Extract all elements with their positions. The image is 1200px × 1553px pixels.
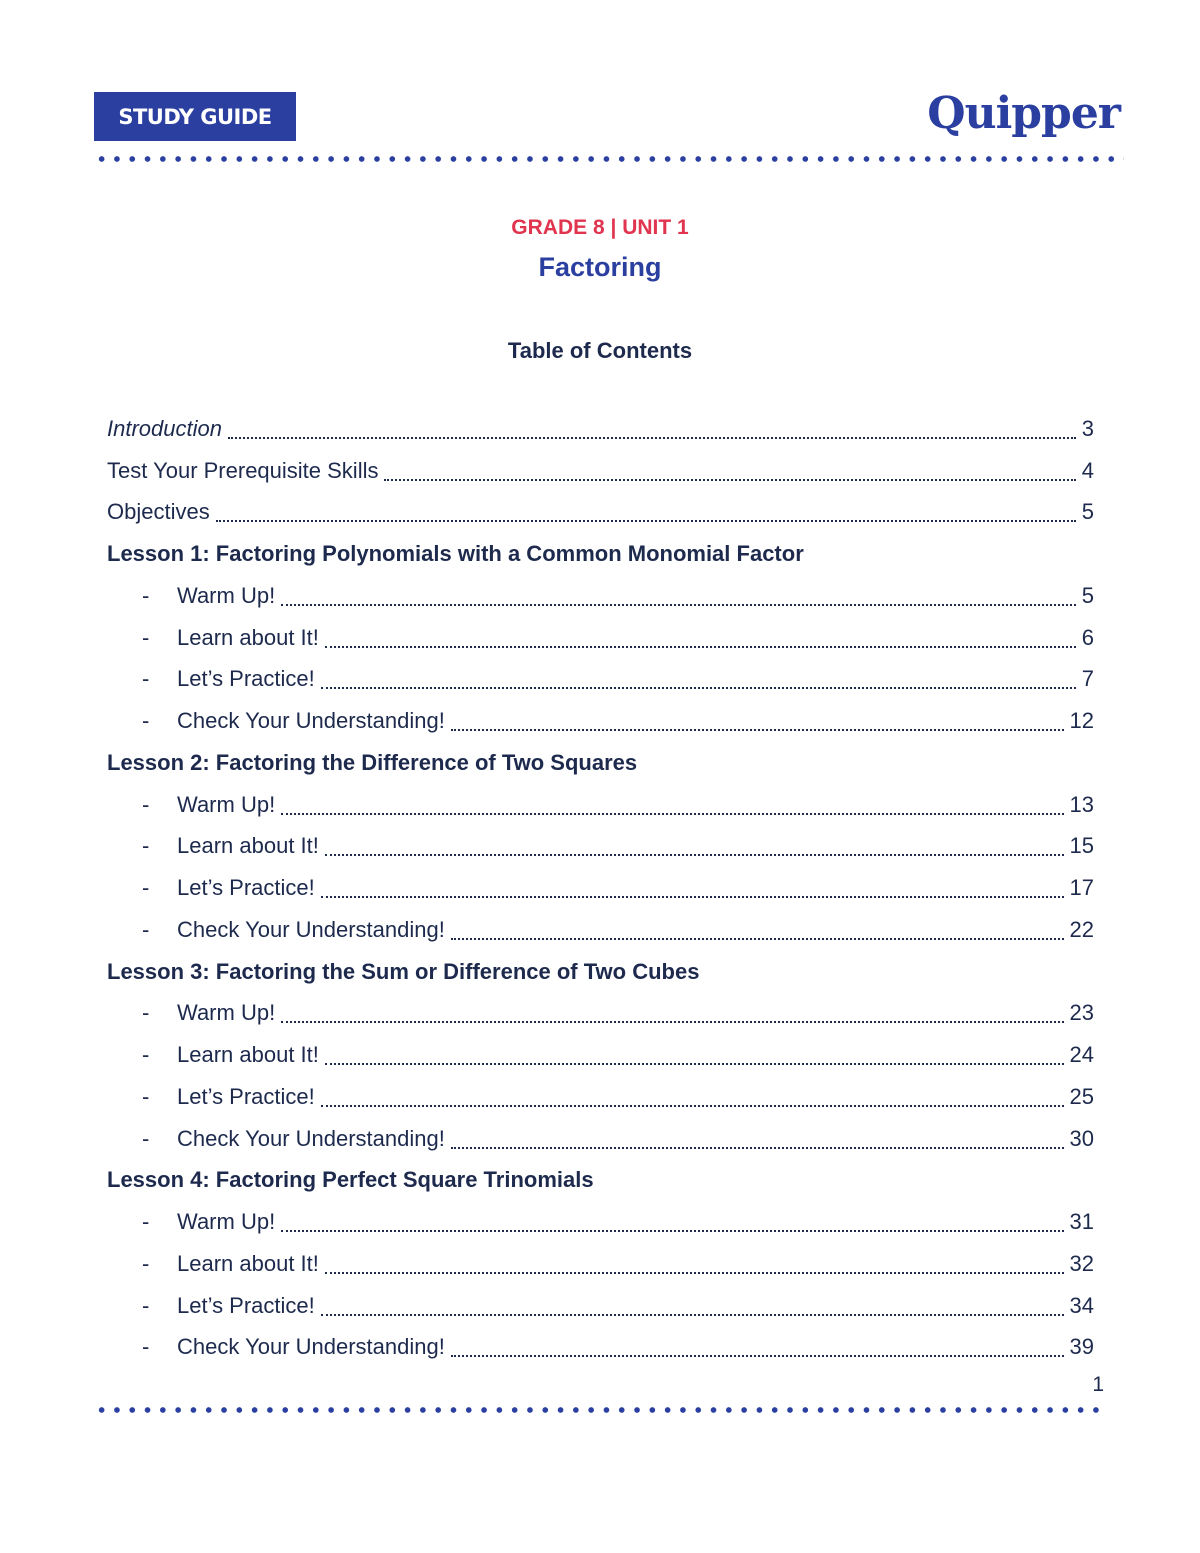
- page-title: Factoring: [538, 252, 662, 282]
- page-number: 1: [1092, 1373, 1104, 1396]
- toc-dot-leader: [281, 582, 1076, 606]
- toc-entry-label: Lesson 3: Factoring the Sum or Difference of Two Cubes: [107, 958, 700, 984]
- toc-entry-label: Lesson 1: Factoring Polynomials with a Common Monomial Factor: [107, 541, 804, 567]
- toc-entry-label: Check Your Understanding!: [177, 1334, 445, 1360]
- toc-entry-label: Check Your Understanding!: [177, 1125, 445, 1151]
- toc-entry[interactable]: [107, 1243, 1094, 1285]
- toc-bullet: -: [142, 1000, 150, 1026]
- toc-entry-label: Check Your Understanding!: [177, 916, 445, 942]
- toc-bullet: -: [142, 916, 150, 942]
- toc-dot-leader: [325, 1250, 1064, 1274]
- toc-page-number: 31: [1069, 1209, 1094, 1235]
- toc-dot-leader: [321, 665, 1076, 689]
- toc-page-number: 6: [1081, 624, 1094, 650]
- toc-lesson-heading[interactable]: [107, 1160, 1094, 1202]
- toc-entry-label: Check Your Understanding!: [177, 708, 445, 734]
- toc-bullet: -: [142, 1083, 150, 1109]
- toc-entry-label: Learn about It!: [177, 1250, 319, 1276]
- toc-page-number: 13: [1069, 791, 1094, 817]
- toc-entry[interactable]: [107, 993, 1094, 1035]
- toc-dot-leader: [216, 498, 1076, 522]
- toc-page-number: 15: [1069, 833, 1094, 859]
- toc-entry[interactable]: [107, 784, 1094, 826]
- toc-dot-leader: [325, 1041, 1064, 1065]
- toc-entry-label: Let’s Practice!: [177, 1083, 315, 1109]
- toc-dot-leader: [451, 707, 1064, 731]
- toc-bullet: -: [142, 1292, 150, 1318]
- toc-entry[interactable]: [107, 1034, 1094, 1076]
- toc-page-number: 34: [1069, 1292, 1094, 1318]
- toc-entry-label: Let’s Practice!: [177, 1292, 315, 1318]
- toc-dot-leader: [451, 1125, 1064, 1149]
- toc-entry-label: Warm Up!: [177, 1000, 276, 1026]
- toc-page-number: 39: [1069, 1334, 1094, 1360]
- toc-entry[interactable]: [107, 909, 1094, 951]
- toc-bullet: -: [142, 1209, 150, 1235]
- study-guide-badge: STUDY GUIDE: [94, 92, 296, 141]
- toc-page-number: 22: [1069, 916, 1094, 942]
- toc-entry-label: Test Your Prerequisite Skills: [107, 457, 379, 483]
- toc-dot-leader: [281, 791, 1063, 815]
- toc-entry[interactable]: [107, 867, 1094, 909]
- toc-bullet: -: [142, 791, 150, 817]
- toc-entry[interactable]: [107, 450, 1094, 492]
- toc-entry-label: Learn about It!: [177, 624, 319, 650]
- toc-page-number: 5: [1081, 582, 1094, 608]
- toc-dot-leader: [281, 1208, 1063, 1232]
- toc-dot-leader: [281, 999, 1063, 1023]
- toc-dot-leader: [228, 415, 1076, 439]
- toc-page-number: 4: [1081, 457, 1094, 483]
- toc-entry[interactable]: [107, 1327, 1094, 1369]
- toc-page-number: 30: [1069, 1125, 1094, 1151]
- toc-entry-label: Learn about It!: [177, 833, 319, 859]
- toc-entry-label: Let’s Practice!: [177, 666, 315, 692]
- toc-bullet: -: [142, 833, 150, 859]
- toc-bullet: -: [142, 666, 150, 692]
- toc-bullet: -: [142, 708, 150, 734]
- toc-bullet: -: [142, 624, 150, 650]
- toc-entry[interactable]: [107, 700, 1094, 742]
- toc-entry[interactable]: [107, 1285, 1094, 1327]
- toc-entry[interactable]: [107, 1118, 1094, 1160]
- toc-entry[interactable]: [107, 575, 1094, 617]
- toc-dot-leader: [325, 832, 1064, 856]
- toc-lesson-heading[interactable]: [107, 742, 1094, 784]
- toc-bullet: -: [142, 1042, 150, 1068]
- toc-bullet: -: [142, 875, 150, 901]
- toc-entry[interactable]: [107, 1201, 1094, 1243]
- toc-bullet: -: [142, 582, 150, 608]
- toc-entry-label: Warm Up!: [177, 582, 276, 608]
- toc-entry-label: Let’s Practice!: [177, 875, 315, 901]
- toc-bullet: -: [142, 1250, 150, 1276]
- toc-entry-label: Introduction: [107, 415, 222, 441]
- toc-dot-leader: [451, 916, 1064, 940]
- toc-entry-label: Lesson 4: Factoring Perfect Square Trinomials: [107, 1167, 594, 1193]
- bottom-dotted-divider: [94, 1407, 1104, 1413]
- grade-unit-label: GRADE 8 | UNIT 1: [511, 216, 689, 239]
- toc-dot-leader: [384, 457, 1075, 481]
- toc-entry[interactable]: [107, 617, 1094, 659]
- toc-entry[interactable]: [107, 826, 1094, 868]
- toc-entry-label: Objectives: [107, 499, 210, 525]
- toc-dot-leader: [325, 624, 1076, 648]
- toc-entry[interactable]: [107, 659, 1094, 701]
- top-dotted-divider: [94, 156, 1124, 162]
- toc-entry[interactable]: [107, 408, 1094, 450]
- toc-entry-label: Lesson 2: Factoring the Difference of Two Squares: [107, 749, 638, 775]
- toc-heading: Table of Contents: [507, 338, 693, 363]
- toc-dot-leader: [321, 1292, 1064, 1316]
- toc-page-number: 12: [1069, 708, 1094, 734]
- toc-entry-label: Warm Up!: [177, 791, 276, 817]
- toc-lesson-heading[interactable]: [107, 533, 1094, 575]
- toc-entry[interactable]: [107, 492, 1094, 534]
- toc-page-number: 7: [1081, 666, 1094, 692]
- toc-dot-leader: [321, 1083, 1064, 1107]
- toc-page-number: 5: [1081, 499, 1094, 525]
- toc-bullet: -: [142, 1125, 150, 1151]
- toc-bullet: -: [142, 1334, 150, 1360]
- toc-dot-leader: [451, 1333, 1064, 1357]
- toc-page-number: 32: [1069, 1250, 1094, 1276]
- toc-entry-label: Warm Up!: [177, 1209, 276, 1235]
- toc-page-number: 24: [1069, 1042, 1094, 1068]
- toc-page-number: 25: [1069, 1083, 1094, 1109]
- toc-page-number: 23: [1069, 1000, 1094, 1026]
- toc-dot-leader: [321, 874, 1064, 898]
- toc-lesson-heading[interactable]: [107, 951, 1094, 993]
- table-of-contents: [107, 408, 1094, 1368]
- toc-entry[interactable]: [107, 1076, 1094, 1118]
- quipper-logo: Quipper: [927, 88, 1120, 139]
- toc-entry-label: Learn about It!: [177, 1042, 319, 1068]
- toc-page-number: 17: [1069, 875, 1094, 901]
- toc-page-number: 3: [1081, 415, 1094, 441]
